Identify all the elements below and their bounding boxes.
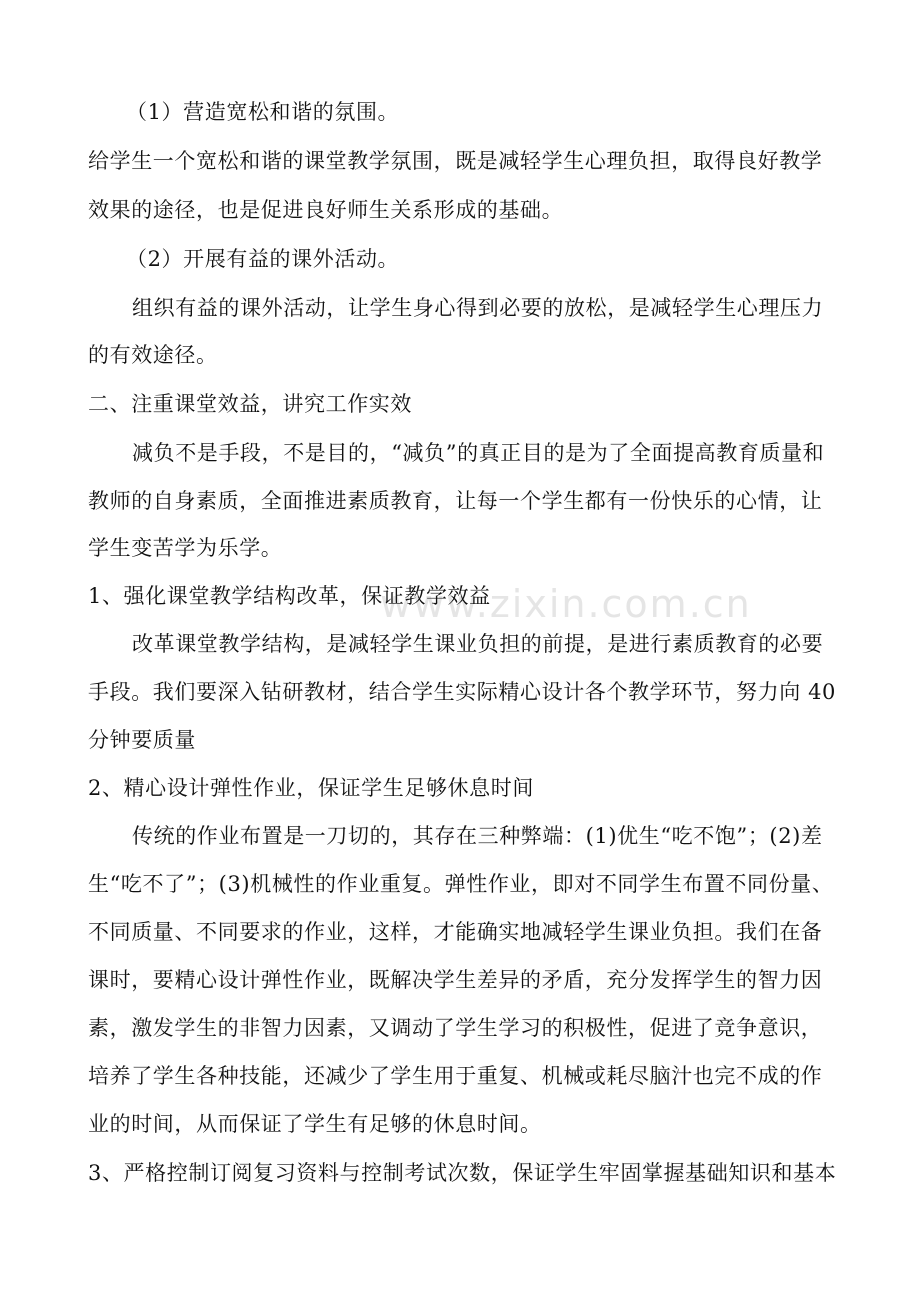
watermark: www.zixin.com.cn: [380, 582, 752, 626]
paragraph-line: 手段。我们要深入钻研教材，结合学生实际精心设计各个教学环节，努力向 40: [88, 680, 836, 704]
paragraph-line: 传统的作业布置是一刀切的，其存在三种弊端：(1)优生“吃不饱”；(2)差: [132, 824, 823, 848]
paragraph-line: 减负不是手段，不是目的，“减负”的真正目的是为了全面提高教育质量和: [132, 441, 825, 465]
paragraph-line: 生“吃不了”；(3)机械性的作业重复。弹性作业，即对不同学生布置不同份量、: [88, 872, 834, 896]
paragraph-line: 业的时间，从而保证了学生有足够的休息时间。: [88, 1112, 542, 1136]
subheading-1: （1）营造宽松和谐的氛围。: [126, 100, 400, 124]
paragraph-line: 素，激发学生的非智力因素，又调动了学生学习的积极性，促进了竞争意识，: [88, 1016, 823, 1040]
paragraph-line: 培养了学生各种技能，还减少了学生用于重复、机械或耗尽脑汁也完不成的作: [88, 1064, 823, 1088]
paragraph-line: 改革课堂教学结构，是减轻学生课业负担的前提，是进行素质教育的必要: [132, 632, 824, 656]
subheading-2: （2）开展有益的课外活动。: [126, 247, 400, 271]
paragraph-line: 课时，要精心设计弹性作业，既解决学生差异的矛盾，充分发挥学生的智力因: [88, 968, 823, 992]
paragraph-line: 给学生一个宽松和谐的课堂教学氛围，既是减轻学生心理负担，取得良好教学: [88, 149, 823, 173]
paragraph-line: 效果的途径，也是促进良好师生关系形成的基础。: [88, 198, 564, 222]
item-heading-2: 2、精心设计弹性作业，保证学生足够休息时间: [88, 776, 534, 800]
item-heading-3: 3、严格控制订阅复习资料与控制考试次数，保证学生牢固掌握基础知识和基本: [88, 1161, 837, 1185]
paragraph-line: 教师的自身素质，全面推进素质教育，让每一个学生都有一份快乐的心情，让: [88, 489, 823, 513]
section-heading: 二、注重课堂效益，讲究工作实效: [88, 392, 412, 416]
item-heading-1: 1、强化课堂教学结构改革，保证教学效益: [88, 584, 491, 608]
paragraph-line: 不同质量、不同要求的作业，这样，才能确实地减轻学生课业负担。我们在备: [88, 920, 823, 944]
paragraph-line: 的有效途径。: [88, 343, 218, 367]
paragraph-line: 分钟要质量: [88, 728, 196, 752]
paragraph-line: 学生变苦学为乐学。: [88, 536, 283, 560]
paragraph-line: 组织有益的课外活动，让学生身心得到必要的放松，是减轻学生心理压力: [132, 296, 824, 320]
